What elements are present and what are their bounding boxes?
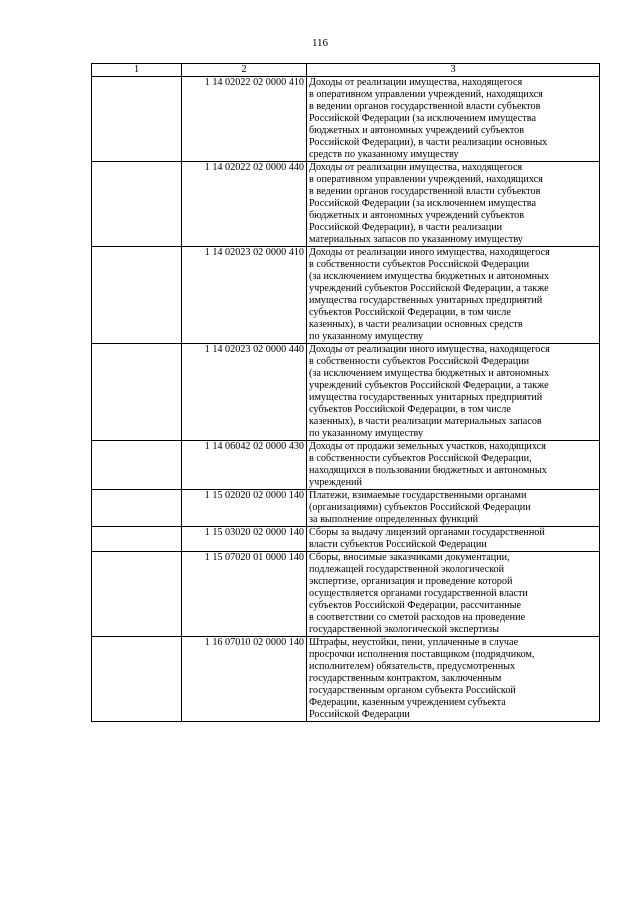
- revenue-description-cell: [307, 490, 600, 527]
- cell-col-1: [92, 77, 182, 162]
- page-number: 116: [311, 37, 329, 49]
- description-line: в ведении органов государственной власти субъектов: [309, 186, 541, 197]
- description-line: в оперативном управлении учреждений, находящихся: [309, 174, 543, 185]
- cell-col-1: [92, 637, 182, 722]
- cell-col-1: [92, 162, 182, 247]
- revenue-description-cell: [307, 527, 600, 552]
- header-col-3: 3: [307, 64, 600, 77]
- description-line: исполнителем) обязательств, предусмотренных: [309, 661, 516, 672]
- table-row: [92, 344, 600, 441]
- description-line: Доходы от реализации иного имущества, находящегося: [309, 247, 550, 258]
- description-line: Доходы от реализации имущества, находящегося: [309, 162, 523, 173]
- description-line: имущества государственных унитарных предприятий: [309, 295, 543, 306]
- description-line: бюджетных и автономных учреждений субъектов: [309, 210, 525, 221]
- description-line: субъектов Российской Федерации, рассчитанные: [309, 600, 522, 611]
- description-line: Российской Федерации), в части реализации: [309, 222, 503, 233]
- description-line: субъектов Российской Федерации, в том числе: [309, 404, 511, 415]
- description-line: учреждений: [309, 477, 362, 488]
- revenue-code-cell: 1 14 02022 02 0000 410: [182, 77, 307, 162]
- cell-col-1: [92, 552, 182, 637]
- description-line: Платежи, взимаемые государственными органами: [309, 490, 527, 501]
- description-line: за выполнение определенных функций: [309, 514, 479, 525]
- description-line: находящихся в пользовании бюджетных и автономных: [309, 465, 547, 476]
- description-line: экспертизе, организация и проведение которой: [309, 576, 513, 587]
- description-line: в оперативном управлении учреждений, находящихся: [309, 89, 543, 100]
- revenue-code-cell: 1 15 03020 02 0000 140: [182, 527, 307, 552]
- description-line: просрочки исполнения поставщиком (подрядчиком,: [309, 649, 535, 660]
- description-line: Доходы от продажи земельных участков, находящихся: [309, 441, 546, 452]
- description-line: государственным контрактом, заключенным: [309, 673, 502, 684]
- revenue-description-cell: [307, 77, 600, 162]
- description-line: Сборы, вносимые заказчиками документации,: [309, 552, 510, 563]
- revenue-description-cell: [307, 344, 600, 441]
- description-line: власти субъектов Российской Федерации: [309, 539, 487, 550]
- revenue-description-cell: [307, 162, 600, 247]
- description-line: осуществляется органами государственной власти: [309, 588, 528, 599]
- table-header-row: [92, 64, 600, 77]
- table-row: [92, 637, 600, 722]
- description-line: Федерации, казенным учреждением субъекта: [309, 697, 506, 708]
- description-line: по указанному имуществу: [309, 331, 424, 342]
- revenue-code-cell: 1 14 02023 02 0000 440: [182, 344, 307, 441]
- description-line: материальных запасов по указанному имуществу: [309, 234, 523, 245]
- description-line: подлежащей государственной экологической: [309, 564, 505, 575]
- cell-col-1: [92, 441, 182, 490]
- description-line: казенных), в части реализации основных средств: [309, 319, 523, 330]
- description-line: субъектов Российской Федерации, в том числе: [309, 307, 511, 318]
- cell-col-1: [92, 344, 182, 441]
- description-line: в собственности субъектов Российской Федерации,: [309, 453, 532, 464]
- description-line: Штрафы, неустойки, пени, уплаченные в случае: [309, 637, 519, 648]
- description-line: Российской Федерации: [309, 709, 410, 720]
- revenue-code-cell: 1 15 07020 01 0000 140: [182, 552, 307, 637]
- description-line: (за исключением имущества бюджетных и автономных: [309, 271, 550, 282]
- description-line: в соответствии со сметой расходов на проведение: [309, 612, 526, 623]
- table-row: [92, 552, 600, 637]
- revenue-description-cell: [307, 637, 600, 722]
- description-line: Российской Федерации (за исключением имущества: [309, 113, 536, 124]
- description-line: бюджетных и автономных учреждений субъектов: [309, 125, 525, 136]
- revenue-code-cell: 1 14 02023 02 0000 410: [182, 247, 307, 344]
- cell-col-1: [92, 490, 182, 527]
- table-row: [92, 490, 600, 527]
- description-line: учреждений субъектов Российской Федерации, а также: [309, 283, 549, 294]
- description-line: Российской Федерации), в части реализации основных: [309, 137, 548, 148]
- header-col-1: 1: [92, 64, 182, 77]
- table-row: [92, 77, 600, 162]
- revenue-description-cell: [307, 247, 600, 344]
- table-row: [92, 527, 600, 552]
- revenue-code-cell: 1 16 07010 02 0000 140: [182, 637, 307, 722]
- description-line: Сборы за выдачу лицензий органами государственной: [309, 527, 545, 538]
- revenue-code-cell: 1 14 02022 02 0000 440: [182, 162, 307, 247]
- description-line: (организациями) субъектов Российской Федерации: [309, 502, 531, 513]
- table-body: [92, 77, 600, 722]
- cell-col-1: [92, 527, 182, 552]
- description-line: имущества государственных унитарных предприятий: [309, 392, 543, 403]
- description-line: учреждений субъектов Российской Федерации, а также: [309, 380, 549, 391]
- description-line: по указанному имуществу: [309, 428, 424, 439]
- description-line: Российской Федерации (за исключением имущества: [309, 198, 536, 209]
- revenue-code-cell: 1 15 02020 02 0000 140: [182, 490, 307, 527]
- description-line: казенных), в части реализации материальных запасов: [309, 416, 542, 427]
- description-line: в собственности субъектов Российской Федерации: [309, 356, 530, 367]
- description-line: (за исключением имущества бюджетных и автономных: [309, 368, 550, 379]
- description-line: в ведении органов государственной власти субъектов: [309, 101, 541, 112]
- description-line: государственной экологической экспертизы: [309, 624, 499, 635]
- revenue-code-cell: 1 14 06042 02 0000 430: [182, 441, 307, 490]
- description-line: в собственности субъектов Российской Федерации: [309, 259, 530, 270]
- description-line: Доходы от реализации иного имущества, находящегося: [309, 344, 550, 355]
- table-row: [92, 162, 600, 247]
- table-row: [92, 247, 600, 344]
- revenue-codes-table: [91, 63, 600, 722]
- revenue-description-cell: [307, 441, 600, 490]
- description-line: государственным органом субъекта Российской: [309, 685, 516, 696]
- table-row: [92, 441, 600, 490]
- description-line: Доходы от реализации имущества, находящегося: [309, 77, 523, 88]
- revenue-description-cell: [307, 552, 600, 637]
- description-line: средств по указанному имуществу: [309, 149, 459, 160]
- header-col-2: 2: [182, 64, 307, 77]
- cell-col-1: [92, 247, 182, 344]
